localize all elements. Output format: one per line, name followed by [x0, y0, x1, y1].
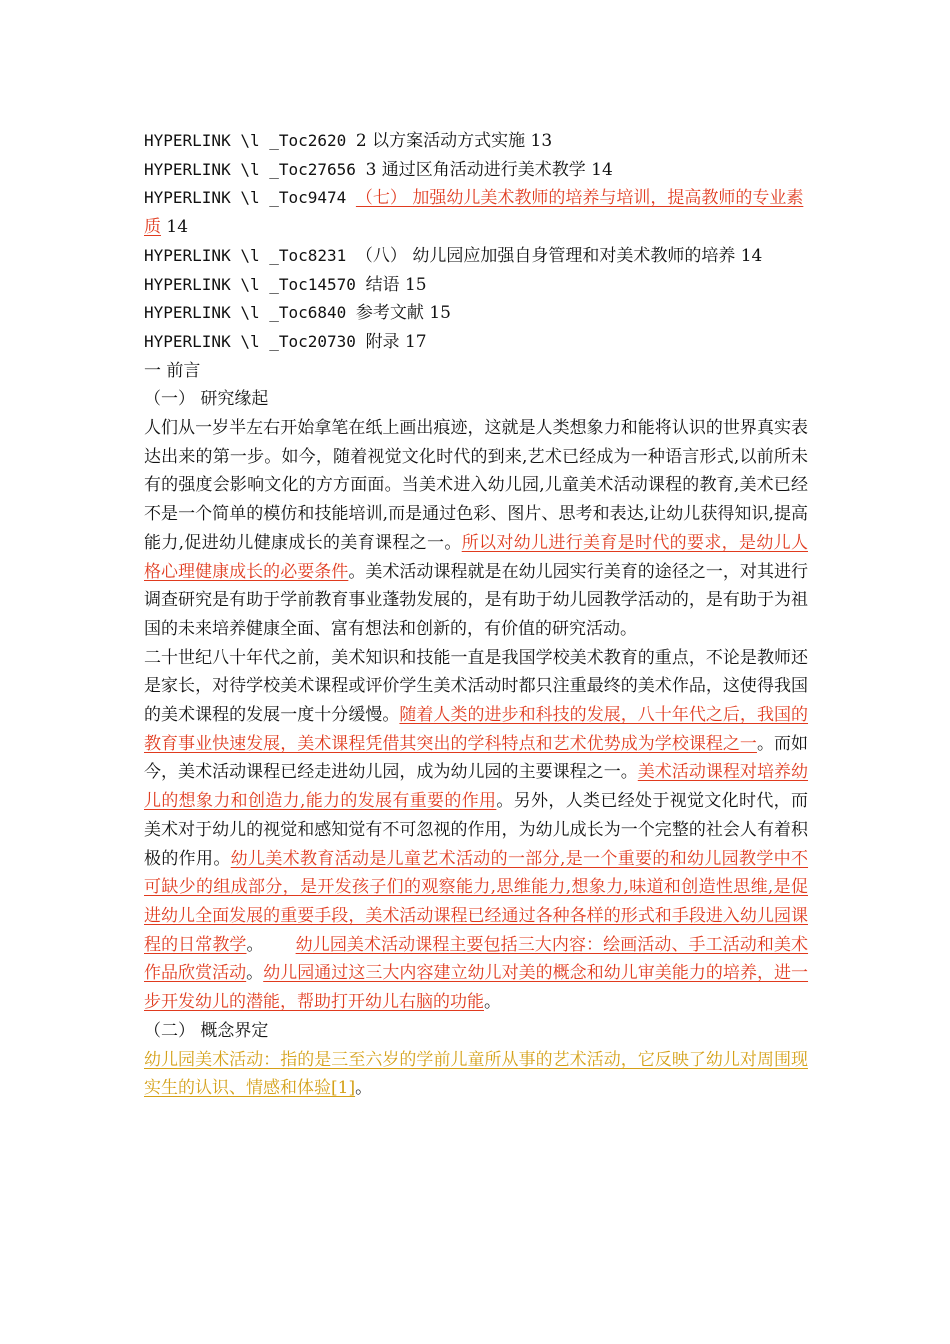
- toc-entry-text: 2 以方案活动方式实施 13: [355, 131, 553, 151]
- toc-field-code: HYPERLINK \l _Toc9474: [144, 188, 356, 208]
- subsection-heading: （二） 概念界定: [144, 1020, 269, 1041]
- toc-entry-page: 14: [161, 217, 189, 238]
- toc-entry[interactable]: [144, 156, 808, 185]
- section-heading: 一 前言: [144, 360, 201, 381]
- toc-entry[interactable]: [144, 184, 808, 241]
- toc-field-code: HYPERLINK \l _Toc20730: [144, 331, 366, 351]
- toc-entry[interactable]: [144, 271, 808, 300]
- highlighted-text-gold: 幼儿园美术活动：指的是三至六岁的学前儿童所从事的艺术活动，它反映了幼儿对周围现实生的认识、情感和体验[1]: [144, 1049, 808, 1099]
- text-run: 。: [355, 1078, 373, 1099]
- toc-entry[interactable]: [144, 127, 808, 156]
- toc-field-code: HYPERLINK \l _Toc27656: [144, 159, 366, 179]
- toc-entry-text: （八） 幼儿园应加强自身管理和对美术教师的培养 14: [355, 245, 763, 266]
- text-run: 。另外，人类已经处于视觉文化时代，而美术对于幼儿的视觉和感知觉有不可忽视的作用，为幼儿成长为一个完整的社会人有着积极的作用。: [144, 791, 809, 869]
- highlighted-text: 幼儿园通过这三大内容建立幼儿对美的概念和幼儿审美能力的培养，进一步开发幼儿的潜能，帮助打开幼儿右脑的功能: [144, 963, 809, 1013]
- highlighted-text: 美术活动课程对培养幼儿的想象力和创造力,能力的发展有重要的作用: [144, 762, 809, 812]
- toc-entry[interactable]: [144, 242, 808, 271]
- paragraph-research-origin: [144, 414, 808, 644]
- toc-entry-text-highlighted: （七） 加强幼儿美术教师的培养与培训，提高教师的专业素质: [144, 188, 804, 238]
- toc-entry[interactable]: [144, 299, 808, 328]
- subsection-heading: （一） 研究缘起: [144, 389, 269, 410]
- highlighted-text: 随着人类的进步和科技的发展，八十年代之后，我国的教育事业快速发展，美术课程凭借其突出的学科特点和艺术优势成为学校课程之一: [144, 705, 809, 754]
- toc-entry-text: 附录 17: [365, 331, 427, 352]
- text-run: 二十世纪八十年代之前，美术知识和技能一直是我国学校美术教育的重点，不论是教师还是家长，对待学校美术课程或评价学生美术活动时都只注重最终的美术作品，这使得我国的美术课程的发展一度十分缓慢。: [144, 647, 808, 726]
- toc-entry-text: 结语 15: [365, 274, 427, 295]
- toc-field-code: HYPERLINK \l _Toc6840: [144, 303, 356, 323]
- paragraph-background: [144, 644, 808, 1017]
- highlighted-text: 幼儿美术教育活动是儿童艺术活动的一部分,是一个重要的和幼儿园教学中不可缺少的组成部分，是开发孩子们的观察能力,思维能力,想象力,味道和创造性思维,是促进幼儿全面发展的重要手段，美术活动课程已经通过各种各样的形式和手段进入幼儿园课程的日常教学: [144, 848, 809, 955]
- table-of-contents: [144, 127, 808, 357]
- toc-entry[interactable]: [144, 328, 808, 357]
- toc-field-code: HYPERLINK \l _Toc8231: [144, 245, 356, 265]
- highlighted-text: 幼儿园美术活动课程主要包括三大内容：绘画活动、手工活动和美术作品欣赏活动: [144, 934, 809, 984]
- text-run: 。: [246, 934, 264, 955]
- text-run: 。美术活动课程就是在幼儿园实行美育的途径之一，对其进行调查研究是有助于学前教育事业蓬勃发展的，是有助于幼儿园教学活动的，是有助于为祖国的未来培养健康全面、富有想法和创新的，有价值的研究活动。: [144, 561, 809, 639]
- document-page: [144, 127, 808, 1103]
- toc-field-code: HYPERLINK \l _Toc14570: [144, 274, 366, 294]
- toc-field-code: HYPERLINK \l _Toc2620: [144, 131, 356, 150]
- highlighted-text: 所以对幼儿进行美育是时代的要求，是幼儿人格心理健康成长的必要条件: [144, 532, 808, 582]
- text-run: 。: [484, 992, 501, 1013]
- text-run: 。而如今，美术活动课程已经走进幼儿园，成为幼儿园的主要课程之一。: [144, 733, 809, 783]
- toc-entry-text: 参考文献 15: [355, 303, 451, 324]
- paragraph-definition: [144, 1046, 808, 1103]
- text-run: 。: [246, 963, 264, 984]
- text-run: 人们从一岁半左右开始拿笔在纸上画出痕迹，这就是人类想象力和能将认识的世界真实表达出来的第一步。如今，随着视觉文化时代的到来,艺术已经成为一种语言形式,以前所未有的强度会影响文化的方方面面。当美术进入幼儿园,儿童美术活动课程的教育,美术已经不是一个简单的模仿和技能培训,而是通过色彩、图片、思考和表达,让幼儿获得知识,提高能力,促进幼儿健康成长的美育课程之一。: [144, 418, 808, 553]
- toc-entry-text: 3 通过区角活动进行美术教学 14: [365, 159, 613, 180]
